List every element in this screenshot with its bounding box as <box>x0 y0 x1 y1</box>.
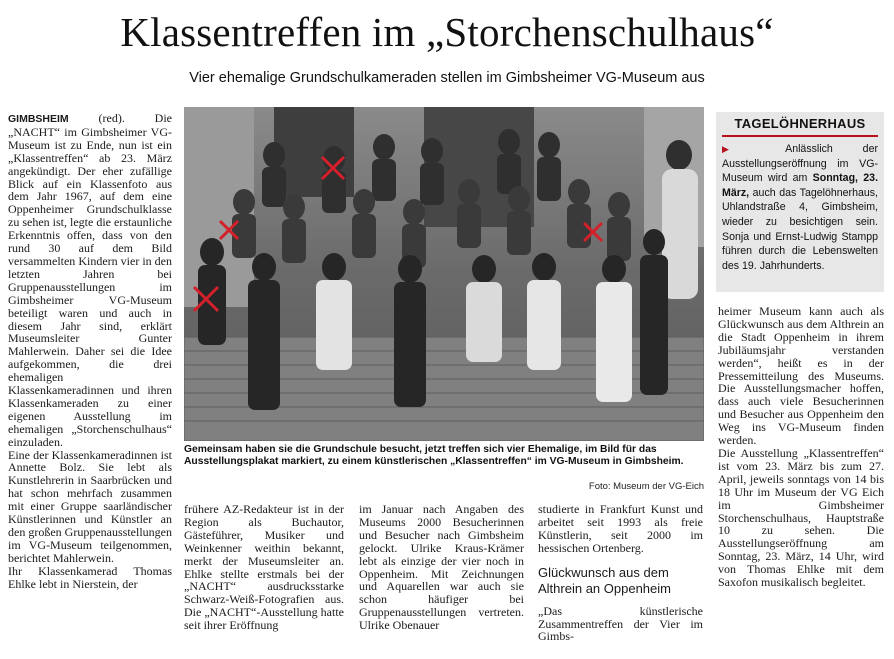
article-column-5 <box>718 305 884 659</box>
photo-credit: Foto: Museum der VG-Eich <box>588 481 704 492</box>
article-column-2 <box>184 503 344 659</box>
paragraph: Die Ausstellung „Klassentreffen“ ist vom 23. März bis zum 27. April, jeweils sonntags von 14 bis 18 Uhr im Museum der VG Eich im Gimbsheimer Storchenschulhaus, Hauptstraße 10 zu sehen. Die Ausstellungseröffnung am Sonntag, 23. März, 14 Uhr, wird von Thomas Ehlke mit dem Saxofon musikalisch begleitet. <box>718 445 884 590</box>
paragraph: heimer Museum kann auch als Glückwunsch aus dem Althrein an die Stadt Oppenheim in ihrem Jubiläumsjahr verstanden werden“, heißt es in der Pressemitteilung des Museums. Die Ausstellungsmacher hoffen, dass auch viele Besucherinnen und Besucher aus Oppenheim den Weg ins VG-Museum finden werden. <box>718 305 884 448</box>
paragraph <box>8 112 172 449</box>
article-subheadline: Vier ehemalige Grundschulkameraden stellen im Gimbsheimer VG-Museum aus <box>189 70 705 86</box>
paragraph: Ihr Klassenkamerad Thomas Ehlke lebt in Nierstein, der <box>8 563 172 591</box>
infobox-text-part: Anlässlich der Ausstellungseröffnung im VG-Museum wird am <box>722 143 878 185</box>
infobox-tageloehnerhaus <box>716 112 884 292</box>
class-photo <box>184 107 704 441</box>
section-subheading: Glückwunsch aus dem Althrein an Oppenheim <box>538 564 671 596</box>
paragraph: im Januar nach Angaben des Museums 2000 Besucherinnen und Besucher nach Gimbsheim gelockt. Ulrike Kraus-Krämer lebt als einzige der vier noch in Oppenheim. Mit Zeichnungen und Aquarellen war auch sie schon häufiger bei Gruppenausstellungen vertreten. Ulrike Obenauer <box>359 503 524 633</box>
triangle-bullet-icon: ▶ <box>722 144 756 154</box>
paragraph: studierte in Frankfurt Kunst und arbeitet seit 1993 als freie Künstlerin, seit 2000 im hessischen Ortenberg. <box>538 503 703 555</box>
article-column-4 <box>538 503 703 659</box>
article-column-3 <box>359 503 524 659</box>
article-column-1 <box>8 112 172 659</box>
infobox-date: Sonntag, 23. März, <box>722 172 879 199</box>
article-headline: Klassentreffen im „Storchenschulhaus“ <box>120 9 774 55</box>
dateline: GIMBSHEIM <box>8 113 69 125</box>
photo-caption: Gemeinsam haben sie die Grundschule besucht, jetzt treffen sich vier Ehemalige, im Bild für das Ausstellungsplakat markiert, zu einem künstlerischen „Klassentreffen“ im VG-Museum in Gimbsheim. <box>184 444 684 468</box>
infobox-text-part: auch das Tagelöhnerhaus, Uhlandstraße 4, Gimbsheim, wieder zu besichtigen sein. Sonja und Ernst-Ludwig Stampp führen durch die Lebenswelten des 19. Jahrhunderts. <box>722 186 878 272</box>
paragraph: „Das künstlerische Zusammentreffen der Vier im Gimbs- <box>538 603 703 644</box>
paragraph: Eine der Klassenkameradinnen ist Annette Bolz. Sie lebt als Kunstlehrerin in Saarbrücken und hat schon mehrfach zusammen mit einer Gruppe saarländischer Künstlerinnen und Künstler an den großen Gruppenausstellungen im VG-Museum teilgenommen, berichtet Mahlerwein. <box>8 447 172 565</box>
paragraph-text: (red). Die „NACHT“ im Gimbsheimer VG-Museum ist zu Ende, nun ist ein „Klassentreffen“ ab 23. März angekündigt. Der eher zufällige Blick auf ein Klassenfoto aus dem Jahr 1967, auf dem eine Oppenheimer Grundschulklasse zu sehen ist, legte die erstaunliche Erkenntnis offen, dass von den rund 30 auf dem Bild versammelten Kindern vier in den letzten Jahren bei Gruppenausstellungen im Gimbsheimer VG-Museum beteiligt waren und auch in diesem Jahr sind, erklärt Museumsleiter Gunter Mahlerwein. Daher sei die Idee aufgekommen, die drei ehemaligen Klassenkameradinnen und ihren Klassenkameraden zu einer eigenen Ausstellung im ehemaligen „Storchenschulhaus“ einzuladen. <box>8 112 172 449</box>
infobox-text <box>722 142 878 273</box>
infobox-title: TAGELÖHNERHAUS <box>722 112 878 137</box>
paragraph: frühere AZ-Redakteur ist in der Region als Buchautor, Gästeführer, Musiker und Weinkenner weithin bekannt, merkt der Museumsleiter an. Ehlke stellte erstmals bei der „NACHT“ ausdrucksstarke Schwarz-Weiß-Fotografien aus. Die „NACHT“-Ausstellung hatte seit ihrer Eröffnung <box>184 503 344 633</box>
